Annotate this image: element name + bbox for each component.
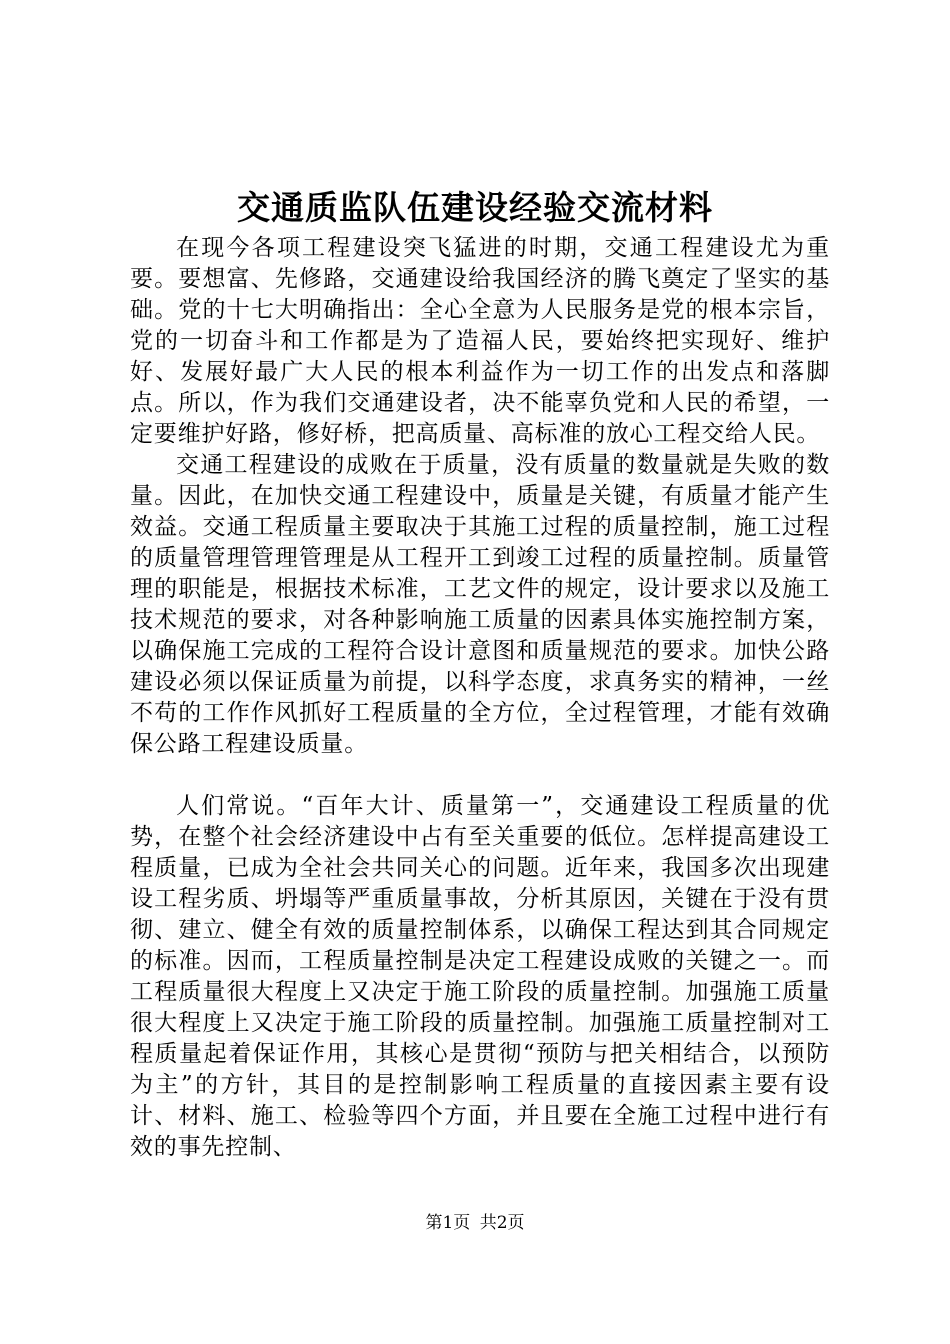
paragraph-2: 交通工程建设的成败在于质量，没有质量的数量就是失败的数量。因此，在加快交通工程建设中，质量是关键，有质量才能产生效益。交通工程质量主要取决于其施工过程的质量控制，施工过程的质量管理管理管理是从工程开工到竣工过程的质量控制。质量管理的职能是，根据技术标准，工艺文件的规定，设计要求以及施工技术规范的要求，对各种影响施工质量的因素具体实施控制方案，以确保施工完成的工程符合设计意图和质量规范的要求。加快公路建设必须以保证质量为前提，以科学态度，求真务实的精神，一丝不苟的工作作风抓好工程质量的全方位，全过程管理，才能有效确保公路工程建设质量。 xyxy=(130,452,830,757)
document-title: 交通质监队伍建设经验交流材料 xyxy=(237,188,713,227)
paragraph-spacer xyxy=(130,760,830,791)
page-total: 共2页 xyxy=(479,1213,525,1233)
document-body xyxy=(130,233,830,1163)
paragraph-1: 在现今各项工程建设突飞猛进的时期，交通工程建设尤为重要。要想富、先修路，交通建设给我国经济的腾飞奠定了坚实的基础。党的十七大明确指出：全心全意为人民服务是党的根本宗旨，党的一切奋斗和工作都是为了造福人民，要始终把实现好、维护好、发展好最广大人民的根本利益作为一切工作的出发点和落脚点。所以，作为我们交通建设者，决不能辜负党和人民的希望，一定要维护好路，修好桥，把高质量、高标准的放心工程交给人民。 xyxy=(130,235,830,447)
paragraph-3: 人们常说。“百年大计、质量第一”，交通建设工程质量的优势，在整个社会经济建设中占有至关重要的低位。怎样提高建设工程质量，已成为全社会共同关心的问题。近年来，我国多次出现建设工程劣质、坍塌等严重质量事故，分析其原因，关键在于没有贯彻、建立、健全有效的质量控制体系，以确保工程达到其合同规定的标准。因而，工程质量控制是决定工程建设成败的关键之一。而工程质量很大程度上又决定于施工阶段的质量控制。加强施工质量很大程度上又决定于施工阶段的质量控制。加强施工质量控制对工程质量起着保证作用，其核心是贯彻“预防与把关相结合，以预防为主”的方针，其目的是控制影响工程质量的直接因素主要有设计、材料、施工、检验等四个方面，并且要在全施工过程中进行有效的事先控制、 xyxy=(130,793,830,1160)
page-number: 第1页 xyxy=(425,1213,471,1233)
page-footer xyxy=(0,1212,950,1234)
